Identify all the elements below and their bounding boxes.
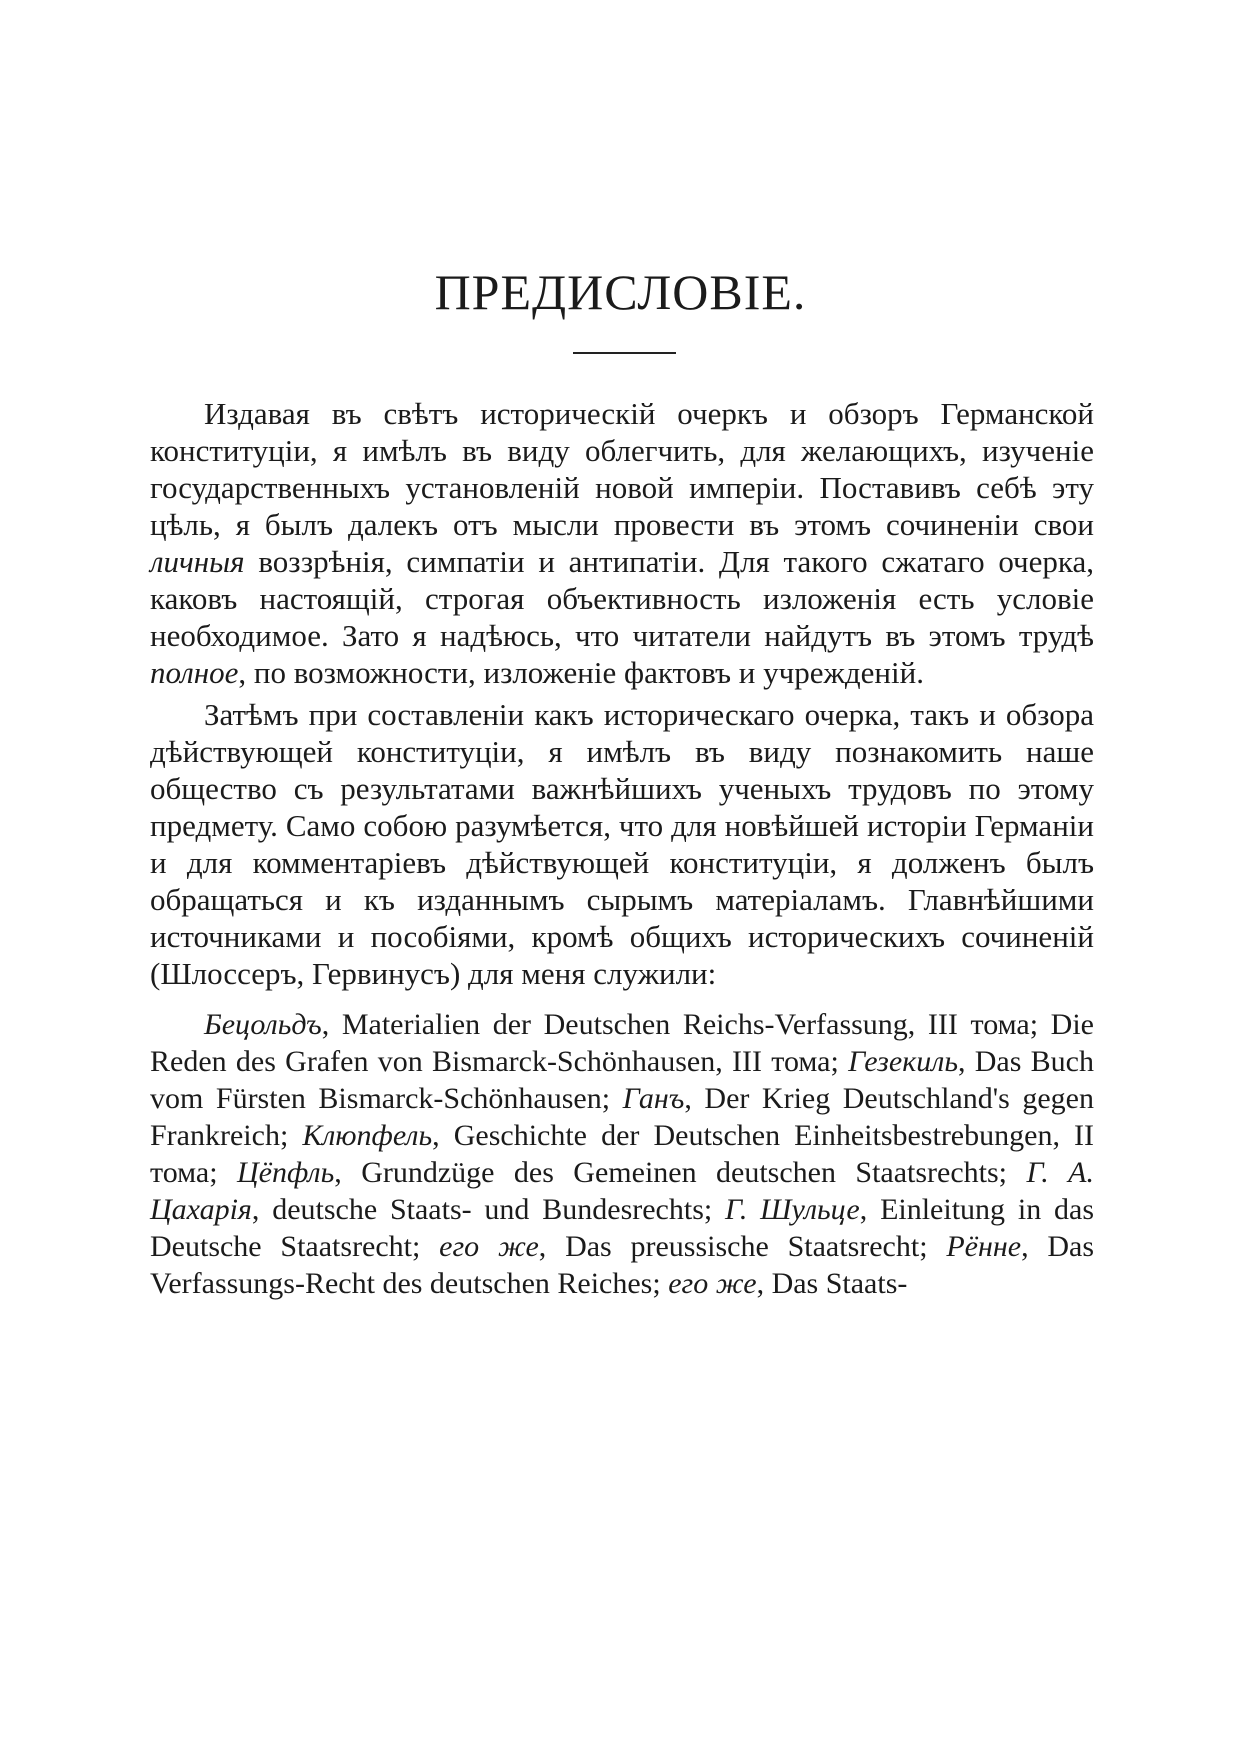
author-1: Бецольдъ: [204, 1008, 322, 1041]
paragraph-2: Затѣмъ при составленіи какъ историческаго очерка, такъ и обзора дѣйствующей конституціи, я имѣлъ въ виду познакомить наше общество съ результатами важнѣйшихъ ученыхъ трудовъ по этому предмету. Само собою разумѣется, что для новѣйшей исторіи Германіи и для комментаріевъ дѣйствующей конституціи, я долженъ былъ обращаться и къ изданнымъ сырымъ матеріаламъ. Главнѣйшими источниками и пособіями, кромѣ общихъ историческихъ сочиненій (Шлоссеръ, Гервинусъ) для меня служили:: [150, 697, 1094, 991]
paragraph-3-bibliography: [150, 1006, 1094, 1302]
author-9: Рённе: [946, 1230, 1022, 1263]
body-text: [150, 395, 1094, 1307]
paragraph-1: [150, 395, 1094, 691]
para1-text-3: , по возможности, изложеніе фактовъ и учрежденій.: [238, 655, 924, 690]
para1-text-2: воззрѣнія, симпатіи и антипатіи. Для такого сжатаго очерка, каковъ настоящій, строгая объективность изложенія есть условіе необходимое. Зато я надѣюсь, что читатели найдутъ въ этомъ трудѣ: [150, 544, 1094, 653]
author-6: Г. А. Цахарія: [150, 1156, 1094, 1226]
work-5: , Grundzüge des Gemeinen deutschen Staatsrechts;: [334, 1156, 1027, 1189]
title-divider: [573, 352, 676, 354]
page-title: ПРЕДИСЛОВІЕ.: [434, 264, 807, 320]
work-8: , Das preussische Staatsrecht;: [538, 1230, 947, 1263]
para1-text-1: Издавая въ свѣтъ историческій очеркъ и обзоръ Германской конституціи, я имѣлъ въ виду облегчить, для желающихъ, изученіе государственныхъ установленій новой имперіи. Поставивъ себѣ эту цѣль, я былъ далекъ отъ мысли провести въ этомъ сочиненіи свои: [150, 396, 1094, 542]
work-7: , Einleitung in das Deutsche Staatsrecht;: [150, 1193, 1094, 1263]
work-6: , deutsche Staats- und Bundesrechts;: [251, 1193, 726, 1226]
author-8: его же: [439, 1230, 539, 1263]
work-2: , Das Buch vom Fürsten Bismarck-Schönhausen;: [150, 1045, 1094, 1115]
author-4: Клюпфель: [302, 1119, 433, 1152]
author-3: Ганъ: [622, 1082, 685, 1115]
para1-emphasis-1: личныя: [150, 544, 245, 579]
work-10: , Das Staats-: [756, 1267, 908, 1300]
author-7: Г. Шульце: [725, 1193, 860, 1226]
author-5: Цёпфль: [237, 1156, 335, 1189]
author-10: его же: [668, 1267, 757, 1300]
para1-emphasis-2: полное: [150, 655, 239, 690]
work-3: , Der Krieg Deutschland's gegen Frankreich;: [150, 1082, 1094, 1152]
author-2: Гезекиль: [848, 1045, 958, 1078]
work-9: , Das Verfassungs-Recht des deutschen Reiches;: [150, 1230, 1095, 1300]
work-4: , Geschichte der Deutschen Einheitsbestrebungen, II тома;: [150, 1119, 1095, 1189]
work-1: , Materialien der Deutschen Reichs-Verfassung, III тома; Die Reden des Grafen von Bismarck-Schönhausen, III тома;: [150, 1008, 1094, 1078]
